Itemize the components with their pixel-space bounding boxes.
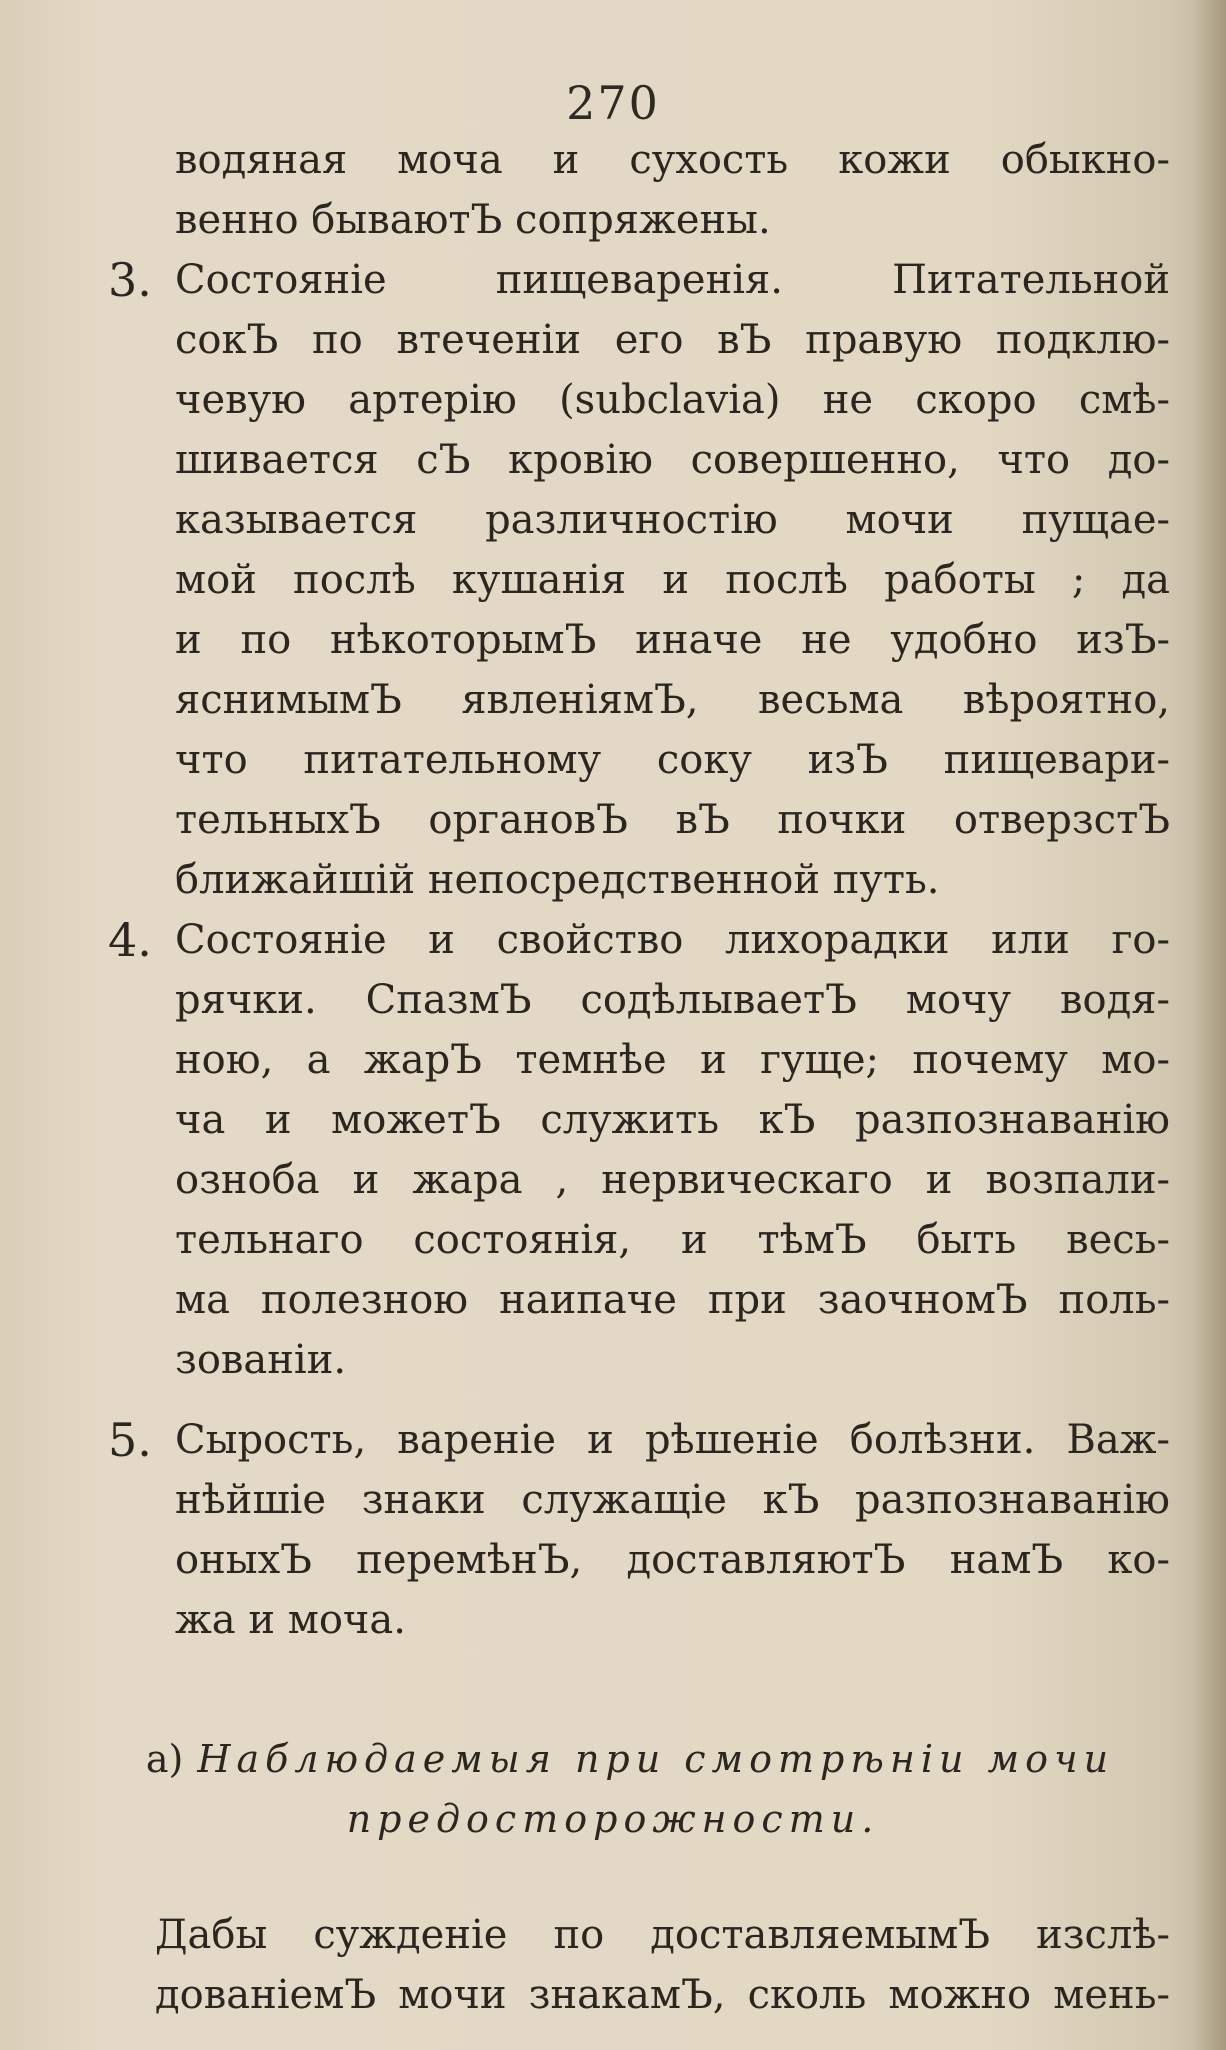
text-line: и по нѣкоторымЪ иначе не удобно изЪ- xyxy=(175,617,1170,663)
text-line: мой послѣ кушанія и послѣ работы ; да xyxy=(175,557,1170,603)
text-line: чевую артерію (subclavia) не скоро смѣ- xyxy=(175,377,1170,423)
text-line: водяная моча и сухость кожи обыкно- xyxy=(175,137,1170,183)
text-line: Дабы сужденіе по доставляемымЪ изслѣ- xyxy=(155,1912,1170,1958)
text-line: жа и моча. xyxy=(175,1597,406,1643)
text-line: тельнаго состоянія, и тѣмЪ быть весь- xyxy=(175,1217,1170,1263)
text-line: зованіи. xyxy=(175,1337,347,1383)
text-line: Состояніе пищеваренія. Питательной xyxy=(175,257,1170,303)
text-line: ча и можетЪ служить кЪ разпознаванію xyxy=(175,1097,1170,1143)
subsection-tag: а) xyxy=(145,1737,184,1781)
subsection-title-line1: Наблюдаемыя при смотрѣніи мочи xyxy=(197,1737,1115,1781)
text-line: ближайшій непосредственной путь. xyxy=(175,857,940,903)
text-line: Состояніе и свойство лихорадки или го- xyxy=(175,917,1170,963)
text-line: яснимымЪ явленіямЪ, весьма вѣроятно, xyxy=(175,677,1170,723)
page-number: 270 xyxy=(566,76,660,130)
text-line: сокЪ по втеченіи его вЪ правую подклю- xyxy=(175,317,1170,363)
text-line: что питательному соку изЪ пищевари- xyxy=(175,737,1170,783)
text-line: озноба и жара , нервическаго и возпали- xyxy=(175,1157,1170,1203)
text-line: тельныхЪ органовЪ вЪ почки отверзстЪ xyxy=(175,797,1170,843)
text-line: оныхЪ перемѣнЪ, доставляютЪ намЪ ко- xyxy=(175,1537,1170,1583)
text-line: рячки. СпазмЪ содѣлываетЪ мочу водя- xyxy=(175,977,1170,1023)
subsection-heading xyxy=(130,1730,1130,1788)
text-line: дованіемЪ мочи знакамЪ, сколь можно мень- xyxy=(155,1972,1170,2018)
text-line: ма полезною наипаче при заочномЪ поль- xyxy=(175,1277,1170,1323)
text-line: венно бываютЪ сопряжены. xyxy=(175,197,771,243)
item-number-4: 4. xyxy=(108,913,152,967)
item-number-3: 3. xyxy=(108,253,152,307)
text-line: шивается сЪ кровію совершенно, что до- xyxy=(175,437,1170,483)
text-line: ною, а жарЪ темнѣе и гуще; почему мо- xyxy=(175,1037,1170,1083)
item-number-5: 5. xyxy=(108,1413,152,1467)
text-line: казывается различностію мочи пущае- xyxy=(175,497,1170,543)
text-line: Сырость, вареніе и рѣшеніе болѣзни. Важ- xyxy=(175,1417,1170,1463)
subsection-title-line2: предосторожности. xyxy=(346,1797,880,1841)
text-line: нѣйшіе знаки служащіе кЪ разпознаванію xyxy=(175,1477,1170,1523)
